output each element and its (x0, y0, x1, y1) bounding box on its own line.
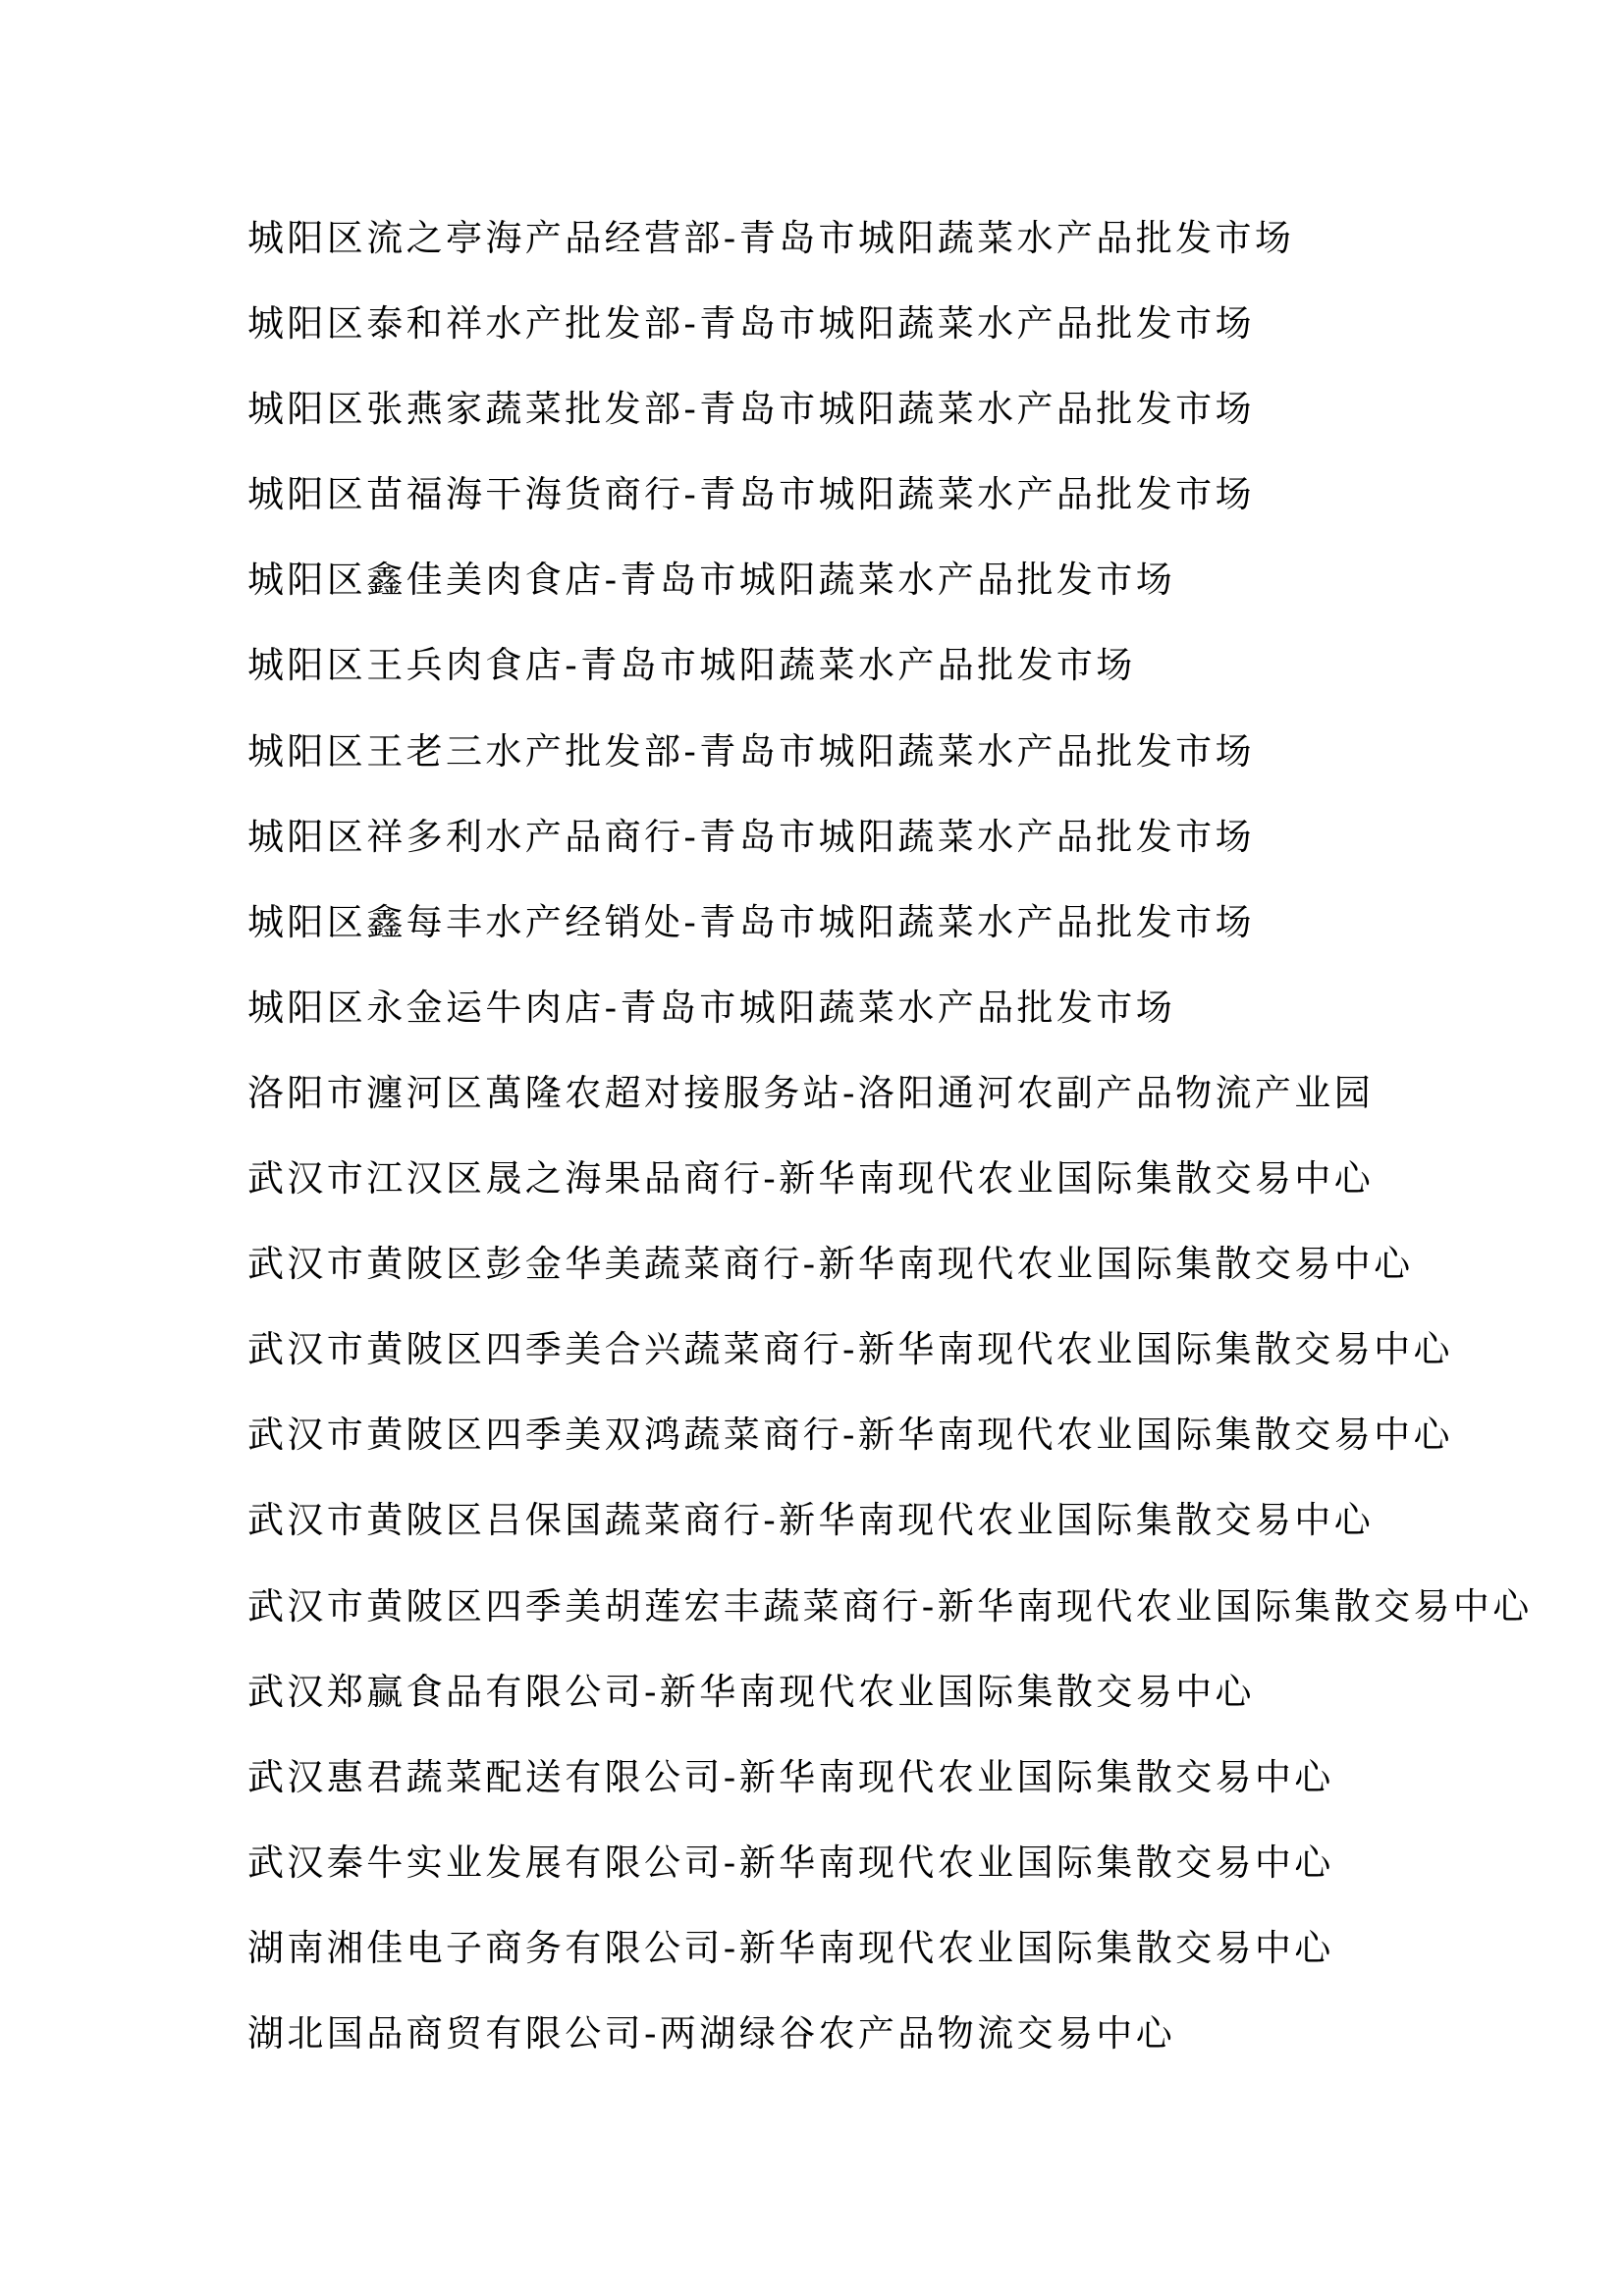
list-item: 城阳区鑫佳美肉食店-青岛市城阳蔬菜水产品批发市场 (247, 559, 1176, 602)
list-item: 城阳区王老三水产批发部-青岛市城阳蔬菜水产品批发市场 (247, 729, 1255, 773)
list-item: 武汉市黄陂区吕保国蔬菜商行-新华南现代农业国际集散交易中心 (247, 1499, 1375, 1542)
list-item: 城阳区永金运牛肉店-青岛市城阳蔬菜水产品批发市场 (247, 986, 1176, 1029)
list-item: 武汉市黄陂区四季美合兴蔬菜商行-新华南现代农业国际集散交易中心 (247, 1328, 1453, 1371)
list-item: 城阳区张燕家蔬菜批发部-青岛市城阳蔬菜水产品批发市场 (247, 388, 1255, 431)
entry-list (247, 202, 1533, 2083)
list-item: 城阳区鑫每丰水产经销处-青岛市城阳蔬菜水产品批发市场 (247, 900, 1255, 943)
list-item: 武汉秦牛实业发展有限公司-新华南现代农业国际集散交易中心 (247, 1841, 1334, 1884)
list-item: 城阳区流之亭海产品经营部-青岛市城阳蔬菜水产品批发市场 (247, 217, 1295, 259)
list-item: 武汉郑赢食品有限公司-新华南现代农业国际集散交易中心 (247, 1670, 1255, 1713)
list-item: 湖北国品商贸有限公司-两湖绿谷农产品物流交易中心 (247, 2011, 1176, 2055)
list-item: 武汉市黄陂区彭金华美蔬菜商行-新华南现代农业国际集散交易中心 (247, 1243, 1414, 1286)
list-item: 武汉惠君蔬菜配送有限公司-新华南现代农业国际集散交易中心 (247, 1755, 1334, 1798)
list-item: 城阳区苗福海干海货商行-青岛市城阳蔬菜水产品批发市场 (247, 473, 1255, 516)
list-item: 洛阳市瀍河区萬隆农超对接服务站-洛阳通河农副产品物流产业园 (247, 1071, 1375, 1114)
list-item: 湖南湘佳电子商务有限公司-新华南现代农业国际集散交易中心 (247, 1926, 1334, 1969)
list-item: 城阳区祥多利水产品商行-青岛市城阳蔬菜水产品批发市场 (247, 815, 1255, 858)
list-item: 武汉市黄陂区四季美双鸿蔬菜商行-新华南现代农业国际集散交易中心 (247, 1414, 1453, 1457)
list-item: 武汉市江汉区晟之海果品商行-新华南现代农业国际集散交易中心 (247, 1157, 1375, 1201)
list-item: 城阳区王兵肉食店-青岛市城阳蔬菜水产品批发市场 (247, 644, 1136, 687)
list-item: 城阳区泰和祥水产批发部-青岛市城阳蔬菜水产品批发市场 (247, 302, 1255, 346)
list-item: 武汉市黄陂区四季美胡莲宏丰蔬菜商行-新华南现代农业国际集散交易中心 (247, 1584, 1533, 1628)
